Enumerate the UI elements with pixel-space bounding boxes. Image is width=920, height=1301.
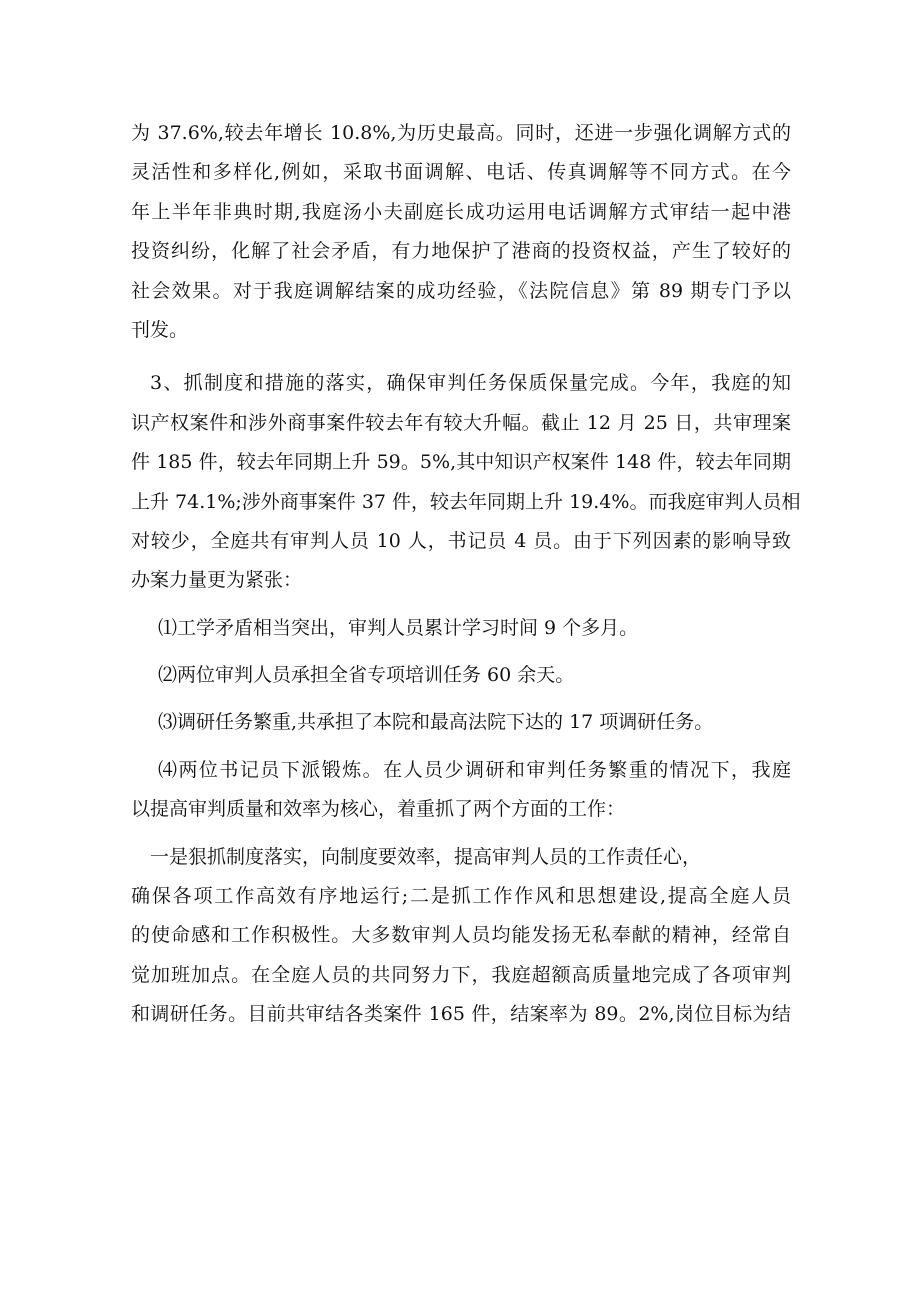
text-line: ⑴工学矛盾相当突出，审判人员累计学习时间 9 个多月。 — [158, 616, 639, 639]
text-line: 上升 74.1%;涉外商事案件 37 件，较去年同期上升 19.4%。而我庭审判人员相 — [131, 490, 801, 513]
text-line: ⑶调研任务繁重,共承担了本院和最高法院下达的 17 项调研任务。 — [158, 711, 714, 734]
text-line: 对较少，全庭共有审判人员 10 人，书记员 4 员。由于下列因素的影响导致 — [131, 529, 791, 552]
text-line: 为 37.6%,较去年增长 10.8%,为历史最高。同时，还进一步强化调解方式的 — [131, 122, 791, 144]
paragraph-section-3 — [131, 364, 801, 600]
text-line: 和调研任务。目前共审结各类案件 165 件，结案率为 89。2%,岗位目标为结 — [131, 1003, 791, 1026]
text-line: 投资纠纷，化解了社会矛盾，有力地保护了港商的投资权益，产生了较好的 — [131, 240, 791, 263]
text-line: ⑷两位书记员下派锻炼。在人员少调研和审判任务繁重的情况下，我庭 — [158, 758, 791, 781]
text-line: 社会效果。对于我庭调解结案的成功经验，《法院信息》第 89 期专门予以 — [131, 279, 791, 302]
text-line: 刊发。 — [131, 318, 189, 341]
text-line: 以提高审判质量和效率为核心，着重抓了两个方面的工作： — [131, 798, 626, 821]
paragraph-work-measures — [131, 838, 791, 1035]
text-line: 觉加班加点。在全庭人员的共同努力下，我庭超额高质量地完成了各项审判 — [131, 963, 791, 986]
text-line: 办案力量更为紧张： — [131, 569, 303, 592]
document-body — [131, 114, 801, 1035]
list-item-4 — [131, 751, 791, 830]
text-line: ⑵两位审判人员承担全省专项培训任务 60 余天。 — [158, 664, 575, 687]
text-line: 3、抓制度和措施的落实，确保审判任务保质保量完成。今年，我庭的知 — [150, 372, 791, 395]
text-line: 一是狠抓制度落实，向制度要效率，提高审判人员的工作责任心， — [150, 845, 702, 868]
list-item-1 — [131, 609, 791, 648]
text-line: 识产权案件和涉外商事案件较去年有较大升幅。截止 12 月 25 日，共审理案 — [131, 411, 791, 434]
text-line: 件 185 件，较去年同期上升 59。5%,其中知识产权案件 148 件，较去年同期 — [131, 451, 791, 474]
paragraph-mediation — [131, 114, 791, 350]
text-line: 年上半年非典时期,我庭汤小夫副庭长成功运用电话调解方式审结一起中港 — [131, 200, 791, 223]
text-line: 灵活性和多样化,例如，采取书面调解、电话、传真调解等不同方式。在今 — [131, 161, 791, 184]
text-line: 确保各项工作高效有序地运行;二是抓工作作风和思想建设,提高全庭人员 — [131, 885, 791, 908]
text-line: 的使命感和工作积极性。大多数审判人员均能发扬无私奉献的精神，经常自 — [131, 924, 791, 947]
list-item-2 — [131, 656, 791, 695]
list-item-3 — [131, 703, 791, 742]
